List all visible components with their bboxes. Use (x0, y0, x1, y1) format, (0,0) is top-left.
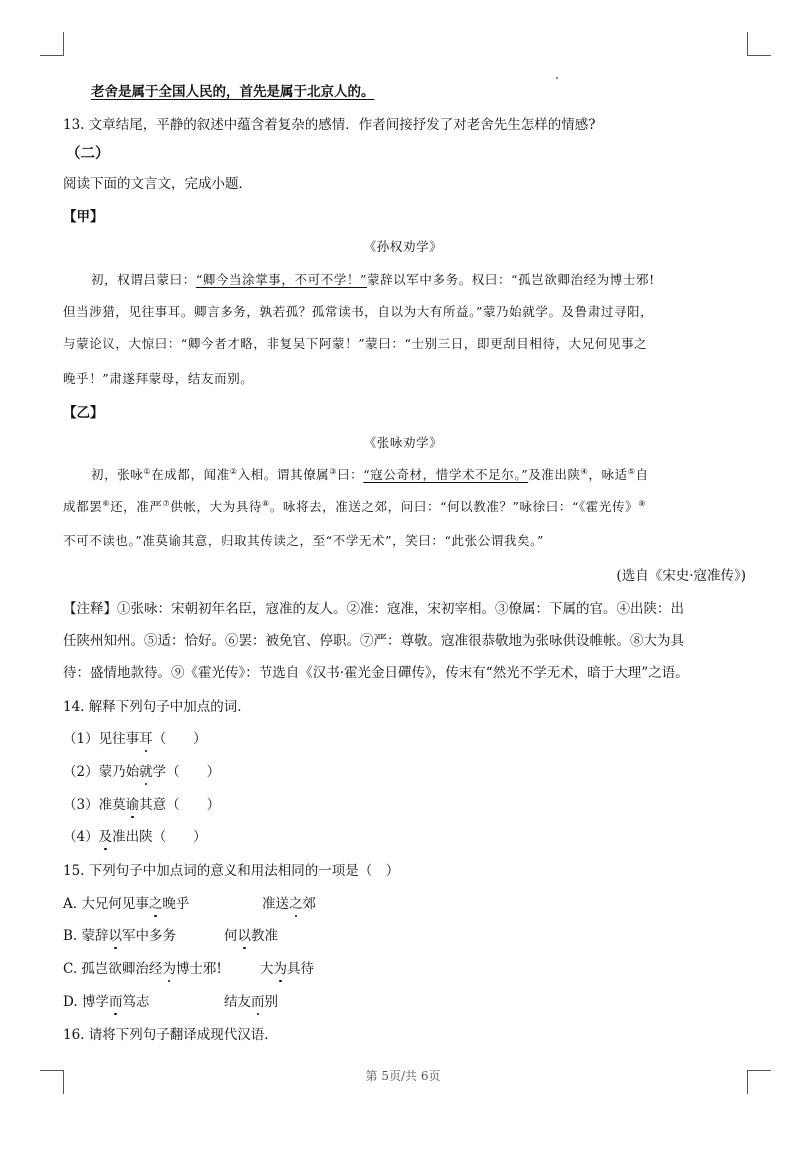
q15-option-a: A. 大兄何见事之晚乎 准送之郊 (63, 896, 316, 912)
passage-jia-label: 【甲】 (63, 209, 104, 225)
crop-mark-top-left-h (40, 55, 64, 56)
passage-jia-title: 《孙权劝学》 (363, 239, 443, 254)
q14-item-3: （3）准莫谕其意（ ） (63, 797, 221, 813)
passage-yi-title: 《张咏劝学》 (363, 435, 443, 450)
q15-option-b: B. 蒙辞以军中多务 何以教准 (63, 928, 278, 944)
section-two-heading: （二） (66, 145, 110, 162)
question-13: 13. 文章结尾，平静的叙述中蕴含着复杂的感情．作者间接抒发了对老舍先生怎样的情感? (63, 117, 596, 133)
q14-item-1: （1）见往事耳（ ） (63, 731, 207, 747)
page-footer: 第 5页/共 6页 (365, 1069, 441, 1083)
question-14-stem: 14. 解释下列句子中加点的词． (63, 699, 251, 715)
passage-yi-label: 【乙】 (63, 405, 104, 421)
notes-line-3: 待：盛情地款待。⑨《霍光传》：节选自《汉书·霍光金日磾传》，传末有“然光不学无术，暗于大理”之语。 (63, 665, 689, 681)
passage-yi-line-3: 不可不读也。”准莫谕其意，归取其传读之，至“不学无术”，笑曰：“此张公谓我矣。” (63, 533, 544, 548)
passage-yi-line-1: 初，张咏①在成都，闻准②入相。谓其僚属③曰：“寇公奇材，惜学术不足尔。”及准出陕④，咏适⑤自 (91, 466, 649, 482)
crop-mark-top-right-h (747, 55, 771, 56)
question-15-stem: 15. 下列句子中加点词的意义和用法相同的一项是（ ） (63, 863, 400, 879)
question-16-stem: 16. 请将下列句子翻译成现代汉语． (63, 1027, 278, 1043)
q14-item-2: （2）蒙乃始就学（ ） (63, 764, 221, 780)
notes-line-2: 任陕州知州。⑤适：恰好。⑥罢：被免官、停职。⑦严：尊敬。寇准很恭敬地为张咏供设帷帐。⑧大为具 (63, 633, 684, 649)
prev-answer-line: 老舍是属于全国人民的，首先是属于北京人的。 (91, 84, 375, 100)
passage-jia-line-2: 但当涉猎，见往事耳。卿言多务，孰若孤？孤常读书，自以为大有所益。”蒙乃始就学。及鲁肃过寻阳， (63, 304, 654, 319)
passage-yi-source: (选自《宋史·寇准传》) (616, 568, 746, 584)
q15-option-d: D. 博学而笃志 结友而别 (63, 994, 278, 1010)
passage-jia-line-3: 与蒙论议，大惊曰：“卿今者才略，非复吴下阿蒙！”蒙曰：“士别三日，即更刮目相待，大兄何见事之 (63, 336, 648, 351)
passage-jia-line-4: 晚乎！”肃遂拜蒙母，结友而别。 (63, 371, 254, 386)
passage-jia-line-1: 初，权谓吕蒙曰：“卿今当涂掌事，不可不学！”蒙辞以军中多务。权曰：“孤岂欲卿治经为博士邪! (91, 272, 655, 287)
q14-item-4: （4）及准出陕（ ） (63, 829, 207, 845)
passage-yi-line-2: 成都罢⑥还，准严⑦供帐，大为具待⑧。咏将去，准送之郊，问曰：“何以教准？”咏徐曰：“《霍光传》⑨ (63, 498, 646, 514)
reading-intro: 阅读下面的文言文，完成小题． (63, 176, 252, 192)
q15-option-c: C. 孤岂欲卿治经为博士邪! 大为具待 (63, 961, 314, 977)
crop-mark-top-left-v (63, 32, 64, 56)
scan-speck (556, 77, 558, 79)
crop-mark-top-right-v (747, 32, 748, 56)
notes-line-1: 【注释】①张咏：宋朝初年名臣，寇准的友人。②准：寇准，宋初宰相。③僚属：下属的官。④出陕：出 (63, 601, 684, 617)
